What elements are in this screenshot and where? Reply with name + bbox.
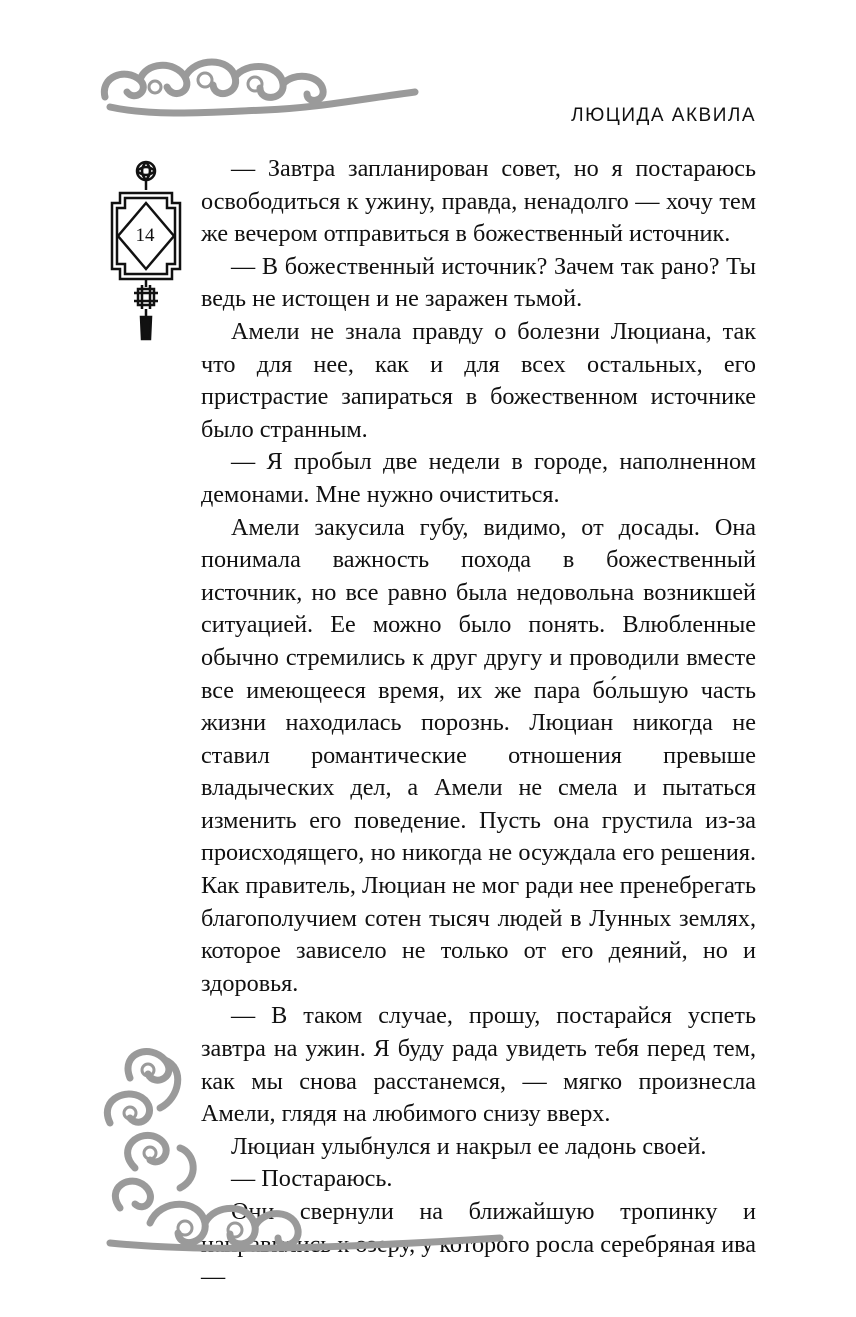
paragraph: — Завтра запланирован совет, но я постараюсь освободиться к ужину, правда, ненадолго — хочу тем же вечером отправиться в божественный источник.	[201, 155, 756, 248]
lantern-knot-icon	[106, 157, 186, 342]
paragraph: Люциан улыбнулся и накрыл ее ладонь своей.	[231, 1132, 707, 1160]
paragraph: — В таком случае, прошу, постарайся успеть завтра на ужин. Я буду рада увидеть тебя перед тем, как мы снова расстанемся, — мягко произнесла Амели, глядя на любимого снизу вверх.	[201, 1002, 756, 1128]
paragraph: Амели не знала правду о болезни Люциана, так что для нее, как и для всех остальных, его пристрастие запираться в божественном источнике было странным.	[201, 317, 756, 443]
paragraph: Они свернули на ближайшую тропинку и направились к озеру, у которого росла серебряная ива —	[201, 1198, 756, 1291]
paragraph: — Я пробыл две недели в городе, наполненном демонами. Мне нужно очиститься.	[201, 448, 756, 508]
running-title: ЛЮЦИДА АКВИЛА	[571, 105, 756, 126]
page-number: 14	[135, 225, 155, 246]
cloud-ornament-top-icon	[95, 52, 425, 124]
cloud-ornament-bottom-icon	[90, 1038, 510, 1268]
paragraph: — Постараюсь.	[231, 1165, 393, 1193]
paragraph: Амели закусила губу, видимо, от досады. Она понимала важность похода в божественный источник, но все равно была недовольна возникшей ситуацией. Ее можно было понять. Влюбленные обычно стремились к друг другу и проводили вместе все имеющееся время, их же пара бо́льшую часть жизни находилась порознь. Люциан никогда не ставил романтические отношения превыше владыческих дел, а Амели не смела и пытаться изменить его поведение. Пусть она грустила из-за происходящего, но никогда не осуждала его решения. Как правитель, Люциан не мог ради нее пренебрегать благополучием сотен тысяч людей в Лунных землях, которое зависело не только от его деяний, но и здоровья.	[201, 513, 756, 997]
paragraph: — В божественный источник? Зачем так рано? Ты ведь не истощен и не заражен тьмой.	[201, 252, 756, 313]
